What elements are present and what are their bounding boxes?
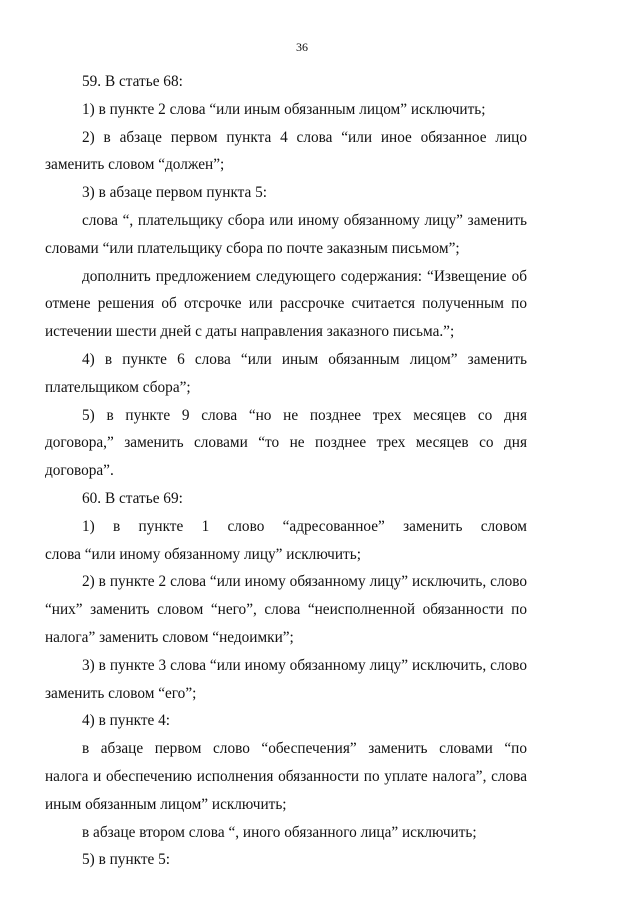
text-line: словами “или плательщику сбора по почте заказным письмом”;	[45, 239, 460, 257]
text-line: в абзаце первом слово “обеспечения” заменить словами “по	[82, 740, 527, 758]
text-line: 3) в абзаце первом пункта 5:	[82, 184, 268, 202]
text-line: договора,” заменить словами “то не позднее трех месяцев со дня	[45, 434, 527, 452]
text-line: 1) в пункте 2 слова “или иным обязанным лицом” исключить;	[82, 100, 486, 118]
text-line: дополнить предложением следующего содержания: “Извещение об	[82, 267, 527, 285]
text-line: 1) в пункте 1 слово “адресованное” заменить словом	[82, 517, 527, 535]
paragraph	[45, 402, 527, 485]
text-line: 59. В статье 68:	[82, 73, 183, 90]
text-line: иным обязанным лицом” исключить;	[45, 795, 287, 813]
text-line: налога” заменить словом “недоимки”;	[45, 628, 294, 646]
paragraph	[45, 207, 527, 263]
text-line: договора”.	[45, 462, 114, 480]
text-line: 4) в пункте 6 слова “или иным обязанным лицом” заменить	[82, 350, 527, 368]
paragraph	[45, 568, 527, 651]
paragraph	[45, 652, 527, 708]
text-line: заменить словом “его”;	[45, 684, 197, 702]
paragraph	[45, 346, 527, 402]
text-line: 2) в пункте 2 слова “или иному обязанному лицу” исключить, слово	[82, 573, 527, 591]
paragraph	[45, 263, 527, 346]
paragraph	[45, 68, 527, 96]
text-line: 2) в абзаце первом пункта 4 слова “или иное обязанное лицо	[82, 128, 527, 146]
page-number: 36	[296, 40, 308, 54]
text-line: слова “или иному обязанному лицу” исключить;	[45, 545, 361, 563]
paragraph	[45, 179, 527, 207]
text-line: “них” заменить словом “него”, слова “неисполненной обязанности по	[45, 601, 527, 619]
paragraph	[45, 819, 527, 847]
text-line: слова “, плательщику сбора или иному обязанному лицу” заменить	[82, 211, 527, 229]
paragraph	[45, 735, 527, 818]
document-body	[45, 68, 527, 874]
text-line: в абзаце втором слова “, иного обязанного лица” исключить;	[82, 823, 477, 841]
text-line: 4) в пункте 4:	[82, 712, 171, 730]
paragraph	[45, 846, 527, 874]
paragraph	[45, 96, 527, 124]
text-line: истечении шести дней с даты направления заказного письма.”;	[45, 323, 455, 341]
paragraph	[45, 485, 527, 513]
text-line: 3) в пункте 3 слова “или иному обязанному лицу” исключить, слово	[82, 656, 527, 674]
paragraph	[45, 513, 527, 569]
text-line: 60. В статье 69:	[82, 489, 183, 507]
paragraph	[45, 124, 527, 180]
text-line: плательщиком сбора”;	[45, 378, 191, 396]
text-line: 5) в пункте 9 слова “но не позднее трех месяцев со дня	[82, 406, 527, 424]
text-line: отмене решения об отсрочке или рассрочке считается полученным по	[45, 295, 527, 313]
paragraph	[45, 707, 527, 735]
text-line: налога и обеспечению исполнения обязанности по уплате налога”, слова	[45, 767, 527, 785]
text-line: заменить словом “должен”;	[45, 156, 225, 174]
text-line: 5) в пункте 5:	[82, 851, 171, 869]
